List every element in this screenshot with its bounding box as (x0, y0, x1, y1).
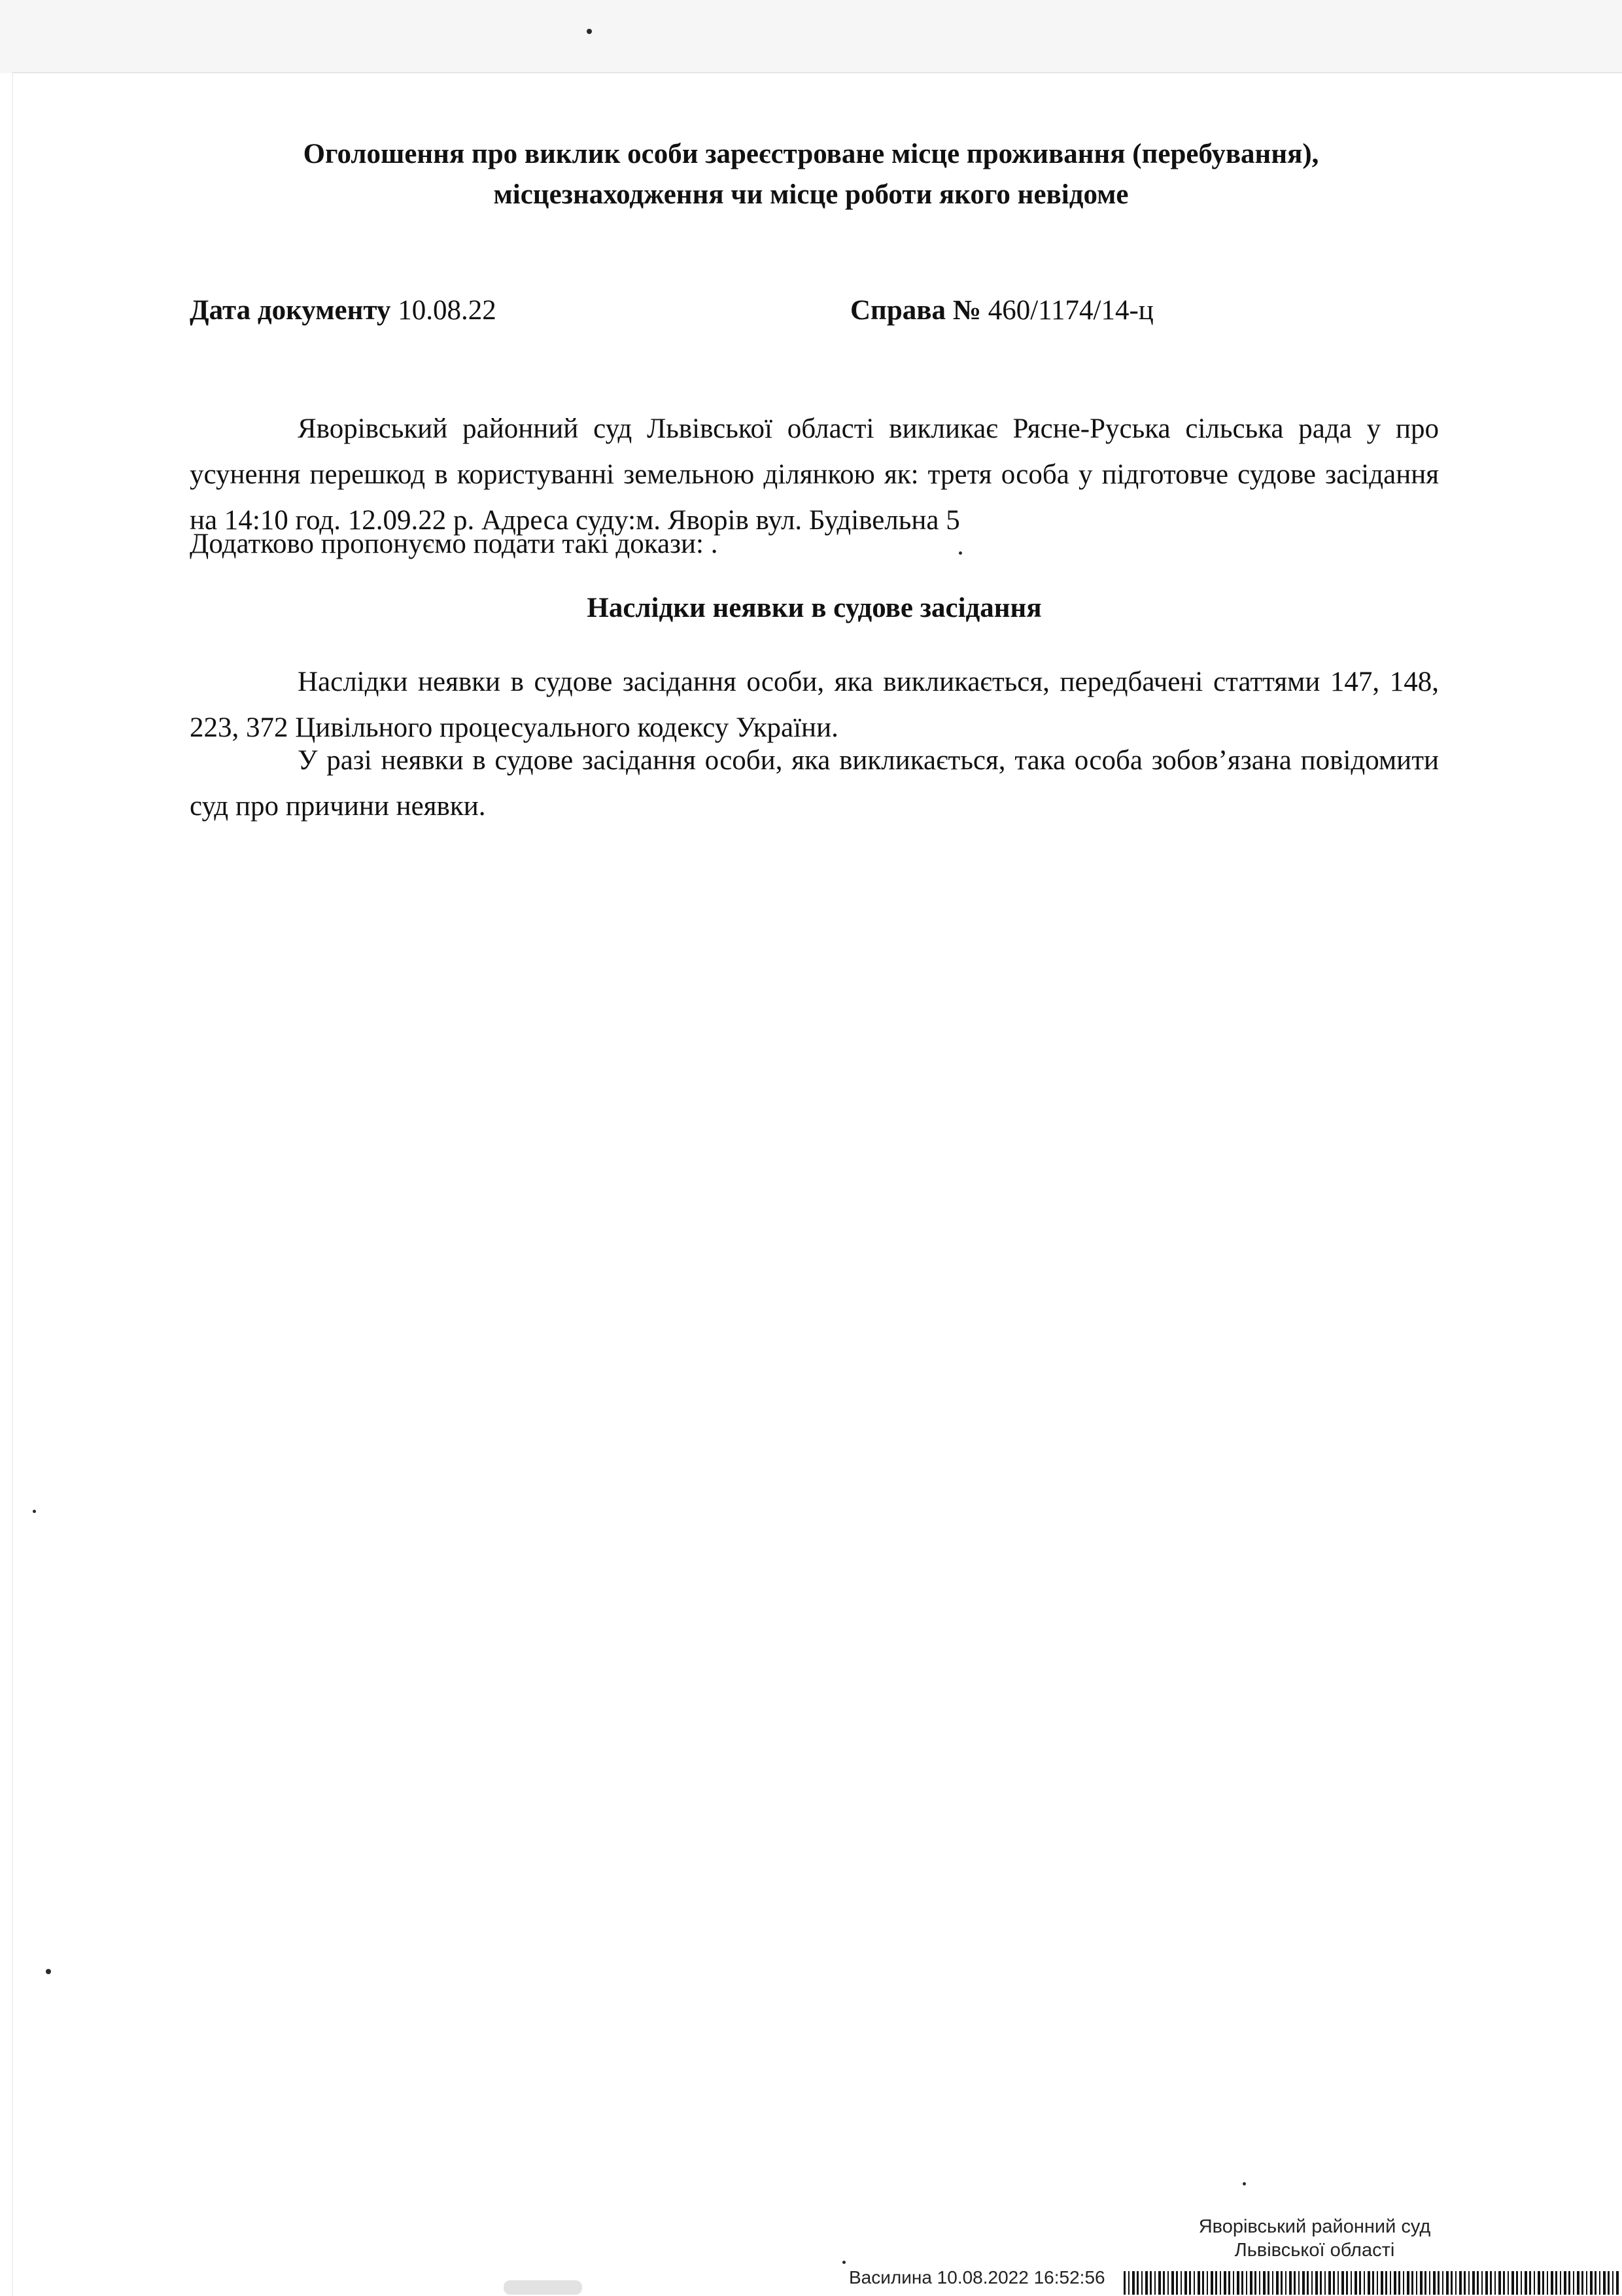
document-sheet (12, 72, 1622, 2296)
title-line-2: місцезнаходження чи місце роботи якого невідоме (493, 179, 1129, 210)
scan-speck (46, 1969, 51, 1974)
scan-blot (504, 2280, 582, 2295)
scan-speck (842, 2261, 846, 2264)
case-value: 460/1174/14-ц (988, 295, 1154, 326)
registration-barcode (1124, 2271, 1621, 2295)
scan-top-strip (0, 0, 1622, 73)
scan-speck (1243, 2182, 1246, 2185)
scan-speck (33, 1510, 36, 1513)
case-label: Справа № (850, 295, 981, 326)
registration-text: Василина 10.08.2022 16:52:56 (849, 2267, 1105, 2287)
title-line-1: Оголошення про виклик особи зареєстроване місце проживання (перебування), (303, 139, 1319, 169)
summons-paragraph: Яворівський районний суд Львівської області викликає Рясне-Руська сільська рада у про усунення перешкод в користуванні земельною ділянкою як: третя особа у підготовче судове засідання на 14:10 год. 12.09.22 р. Адреса суду:м. Яворів вул. Будівельна 5 (190, 413, 1439, 536)
scan-speck (587, 29, 592, 34)
document-title (164, 134, 1458, 215)
consequences-paragraph-2: У разі неявки в судове засідання особи, яка викликається, така особа зобов’язана повідомити суд про причини неявки. (190, 745, 1439, 822)
date-value: 10.08.22 (398, 295, 496, 326)
case-number (850, 293, 1154, 328)
consequences-paragraph-1: Наслідки неявки в судове засідання особи, яка викликається, передбачені статтями 147, 148, 223, 372 Цивільного процесуального кодексу України. (190, 667, 1439, 743)
date-label: Дата документу (190, 295, 391, 326)
stamp-region: Львівської області (1234, 2240, 1395, 2261)
document-date (190, 293, 496, 328)
stamp-court-name: Яворівський районний суд (1198, 2216, 1431, 2237)
evidence-line: Додатково пропонуємо подати такі докази: . (190, 529, 718, 559)
court-stamp (1171, 2215, 1458, 2262)
consequences-heading: Наслідки неявки в судове засідання (587, 593, 1042, 623)
